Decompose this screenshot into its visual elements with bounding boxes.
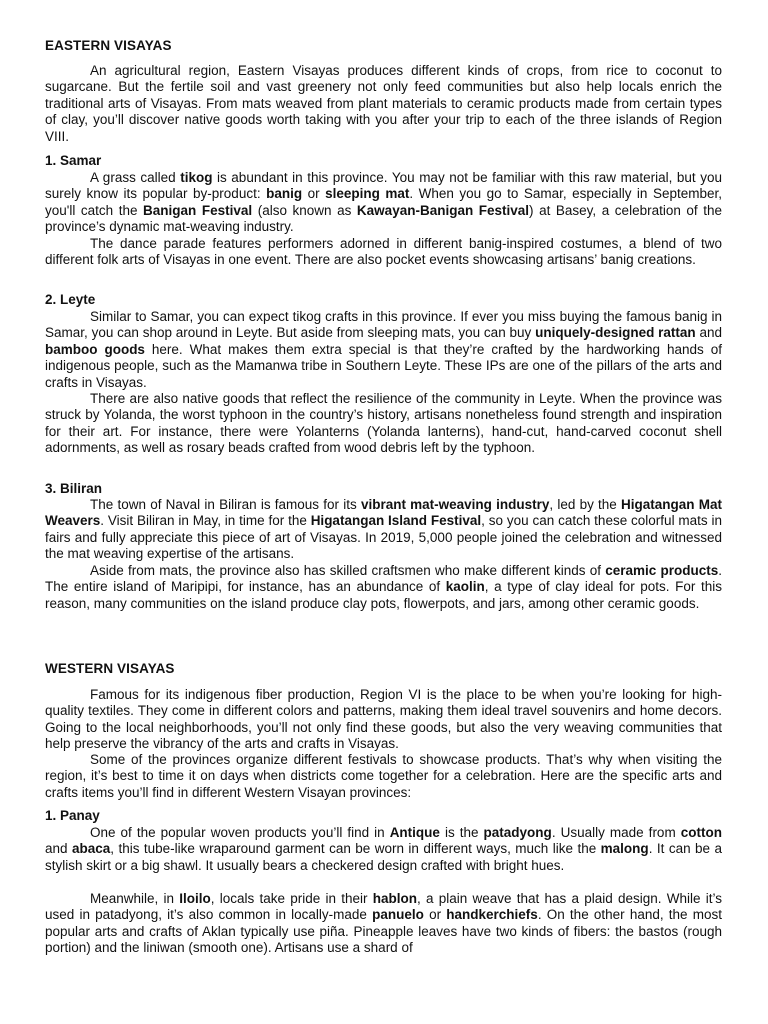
section-heading-western-visayas: WESTERN VISAYAS bbox=[45, 661, 175, 676]
text-run: A grass called bbox=[90, 170, 181, 185]
bold-term: handkerchiefs bbox=[446, 907, 538, 923]
subheading-leyte: 2. Leyte bbox=[45, 292, 96, 307]
subheading-biliran: 3. Biliran bbox=[45, 481, 103, 496]
text-run: , led by the bbox=[549, 497, 622, 512]
bold-term: malong bbox=[600, 841, 649, 857]
paragraph-samar-1 bbox=[45, 170, 722, 236]
bold-term: abaca bbox=[71, 841, 111, 857]
bold-term: Higatangan Mat Weavers bbox=[45, 497, 722, 529]
text-run: . Visit Biliran in May, in time for the bbox=[100, 513, 311, 529]
text-run: is abundant in this province. You may not be familiar with this raw material, but you surely know its popular by-product: bbox=[45, 170, 723, 202]
paragraph-western-intro-2: Some of the provinces organize different festivals to showcase products. That’s why when visiting the region, it’s best to time it on days when districts come together for a celebration. Here are the specific arts and crafts items you’ll find in different Western Visayan provinces: bbox=[45, 752, 722, 800]
text-run: . It can be a stylish skirt or a big shawl. It usually bears a checkered design crafted with bright hues. bbox=[45, 841, 722, 873]
paragraph-samar-2: The dance parade features performers adorned in different banig-inspired costumes, a blend of two different folk arts of Visayas in one event. There are also pocket events showcasing artisans’ banig creations. bbox=[45, 236, 722, 268]
text-run: is the bbox=[439, 825, 484, 840]
bold-term: Banigan Festival bbox=[143, 202, 253, 218]
text-run: The town of Naval in Biliran is famous for its bbox=[90, 497, 361, 512]
text-run: , so you can catch these colorful mats in fairs and fully appreciate this piece of art of Visayas. In 2019, 5,000 people joined the celebration and witnessed the mat weaving expertise of the artisans. bbox=[45, 513, 723, 562]
bold-term: cotton bbox=[680, 825, 722, 840]
bold-term: tikog bbox=[180, 170, 213, 185]
bold-term: Higatangan Island Festival bbox=[310, 513, 482, 529]
paragraph-western-intro-1: Famous for its indigenous fiber production, Region VI is the place to be when you’re looking for high-quality textiles. They come in different colors and patterns, making them ideal travel souvenirs and home decors. Going to the local neighborhoods, you’ll not only find these goods, but also the very weaving communities that help preserve the vibrancy of the arts and crafts in Visayas. bbox=[45, 687, 722, 752]
paragraph-leyte-1 bbox=[45, 309, 722, 391]
paragraph-biliran-1 bbox=[45, 497, 722, 563]
subheading-samar: 1. Samar bbox=[45, 153, 102, 168]
paragraph-panay-2 bbox=[45, 891, 722, 957]
paragraph-biliran-2 bbox=[45, 563, 722, 612]
text-run: Similar to Samar, you can expect tikog crafts in this province. If ever you miss buying the famous banig in Samar, you can shop around in Leyte. But aside from sleeping mats, you can buy bbox=[45, 309, 722, 341]
text-run: Aside from mats, the province also has skilled craftsmen who make different kinds of bbox=[90, 563, 606, 578]
text-run: . Usually made from bbox=[551, 825, 681, 840]
bold-term: patadyong bbox=[483, 825, 552, 840]
bold-term: kaolin bbox=[445, 579, 485, 595]
section-heading-eastern-visayas: EASTERN VISAYAS bbox=[45, 38, 172, 53]
text-run: , a plain weave that has a plaid design. While it’s used in patadyong, it’s also common in locally-made bbox=[45, 891, 723, 923]
text-run: , this tube-like wraparound garment can be worn in different ways, much like the bbox=[110, 841, 601, 857]
bold-term: bamboo goods bbox=[45, 341, 145, 357]
paragraph-leyte-2: There are also native goods that reflect the resilience of the community in Leyte. When the province was struck by Yolanda, the worst typhoon in the country’s history, artisans nonetheless found strength and inspiration for their art. For instance, there were Yolanterns (Yolanda lanterns), hand-cut, hand-carved coconut shell adornments, as well as rosary beads crafted from wood debris left by the typhoon. bbox=[45, 391, 722, 456]
text-run: Meanwhile, in bbox=[90, 891, 180, 906]
bold-term: Kawayan-Banigan Festival bbox=[356, 202, 530, 218]
text-run: and bbox=[695, 325, 722, 341]
text-run: . When you go to Samar, especially in September, you'll catch the bbox=[45, 186, 722, 218]
bold-term: Antique bbox=[389, 825, 440, 840]
text-run: or bbox=[423, 907, 447, 923]
text-run: . On the other hand, the most popular arts and crafts of Aklan typically use piña. Pineapple leaves have two kinds of fibers: the bastos (rough portion) and the liniwan (smooth one). Artisans use a shard of bbox=[45, 907, 723, 956]
bold-term: Iloilo bbox=[179, 891, 211, 906]
text-run: (also known as bbox=[252, 202, 357, 218]
text-run: . The entire island of Maripipi, for instance, has an abundance of bbox=[45, 563, 722, 595]
text-run: ) at Basey, a celebration of the province’s dynamic mat-weaving industry. bbox=[45, 202, 722, 235]
subheading-panay: 1. Panay bbox=[45, 808, 100, 823]
text-run: , a type of clay ideal for pots. For this reason, many communities on the island produce clay pots, flowerpots, and jars, among other ceramic goods. bbox=[45, 579, 722, 611]
bold-term: ceramic products bbox=[605, 563, 719, 578]
paragraph-panay-1 bbox=[45, 825, 722, 874]
bold-term: sleeping mat bbox=[325, 186, 410, 202]
text-run: here. What makes them extra special is that they’re crafted by the hardworking hands of indigenous people, such as the Mamanwa tribe in Southern Leyte. These IPs are one of the pillars of the arts and crafts in Visayas. bbox=[45, 341, 722, 390]
bold-term: banig bbox=[266, 186, 303, 202]
text-run: and bbox=[45, 841, 72, 857]
bold-term: uniquely-designed rattan bbox=[535, 325, 696, 341]
text-run: One of the popular woven products you’ll find in bbox=[90, 825, 390, 840]
text-run: or bbox=[302, 186, 326, 202]
bold-term: hablon bbox=[372, 891, 417, 906]
paragraph-eastern-intro: An agricultural region, Eastern Visayas produces different kinds of crops, from rice to coconut to sugarcane. But the fertile soil and vast greenery not only feed communities but also help locals enrich the traditional arts of Visayas. From mats weaved from plant materials to ceramic products made from certain types of clay, you’ll discover native goods worth taking with you after your trip to each of the three islands of Region VIII. bbox=[45, 63, 722, 144]
text-run: , locals take pride in their bbox=[210, 891, 373, 906]
bold-term: vibrant mat-weaving industry bbox=[360, 497, 550, 512]
bold-term: panuelo bbox=[372, 907, 424, 923]
